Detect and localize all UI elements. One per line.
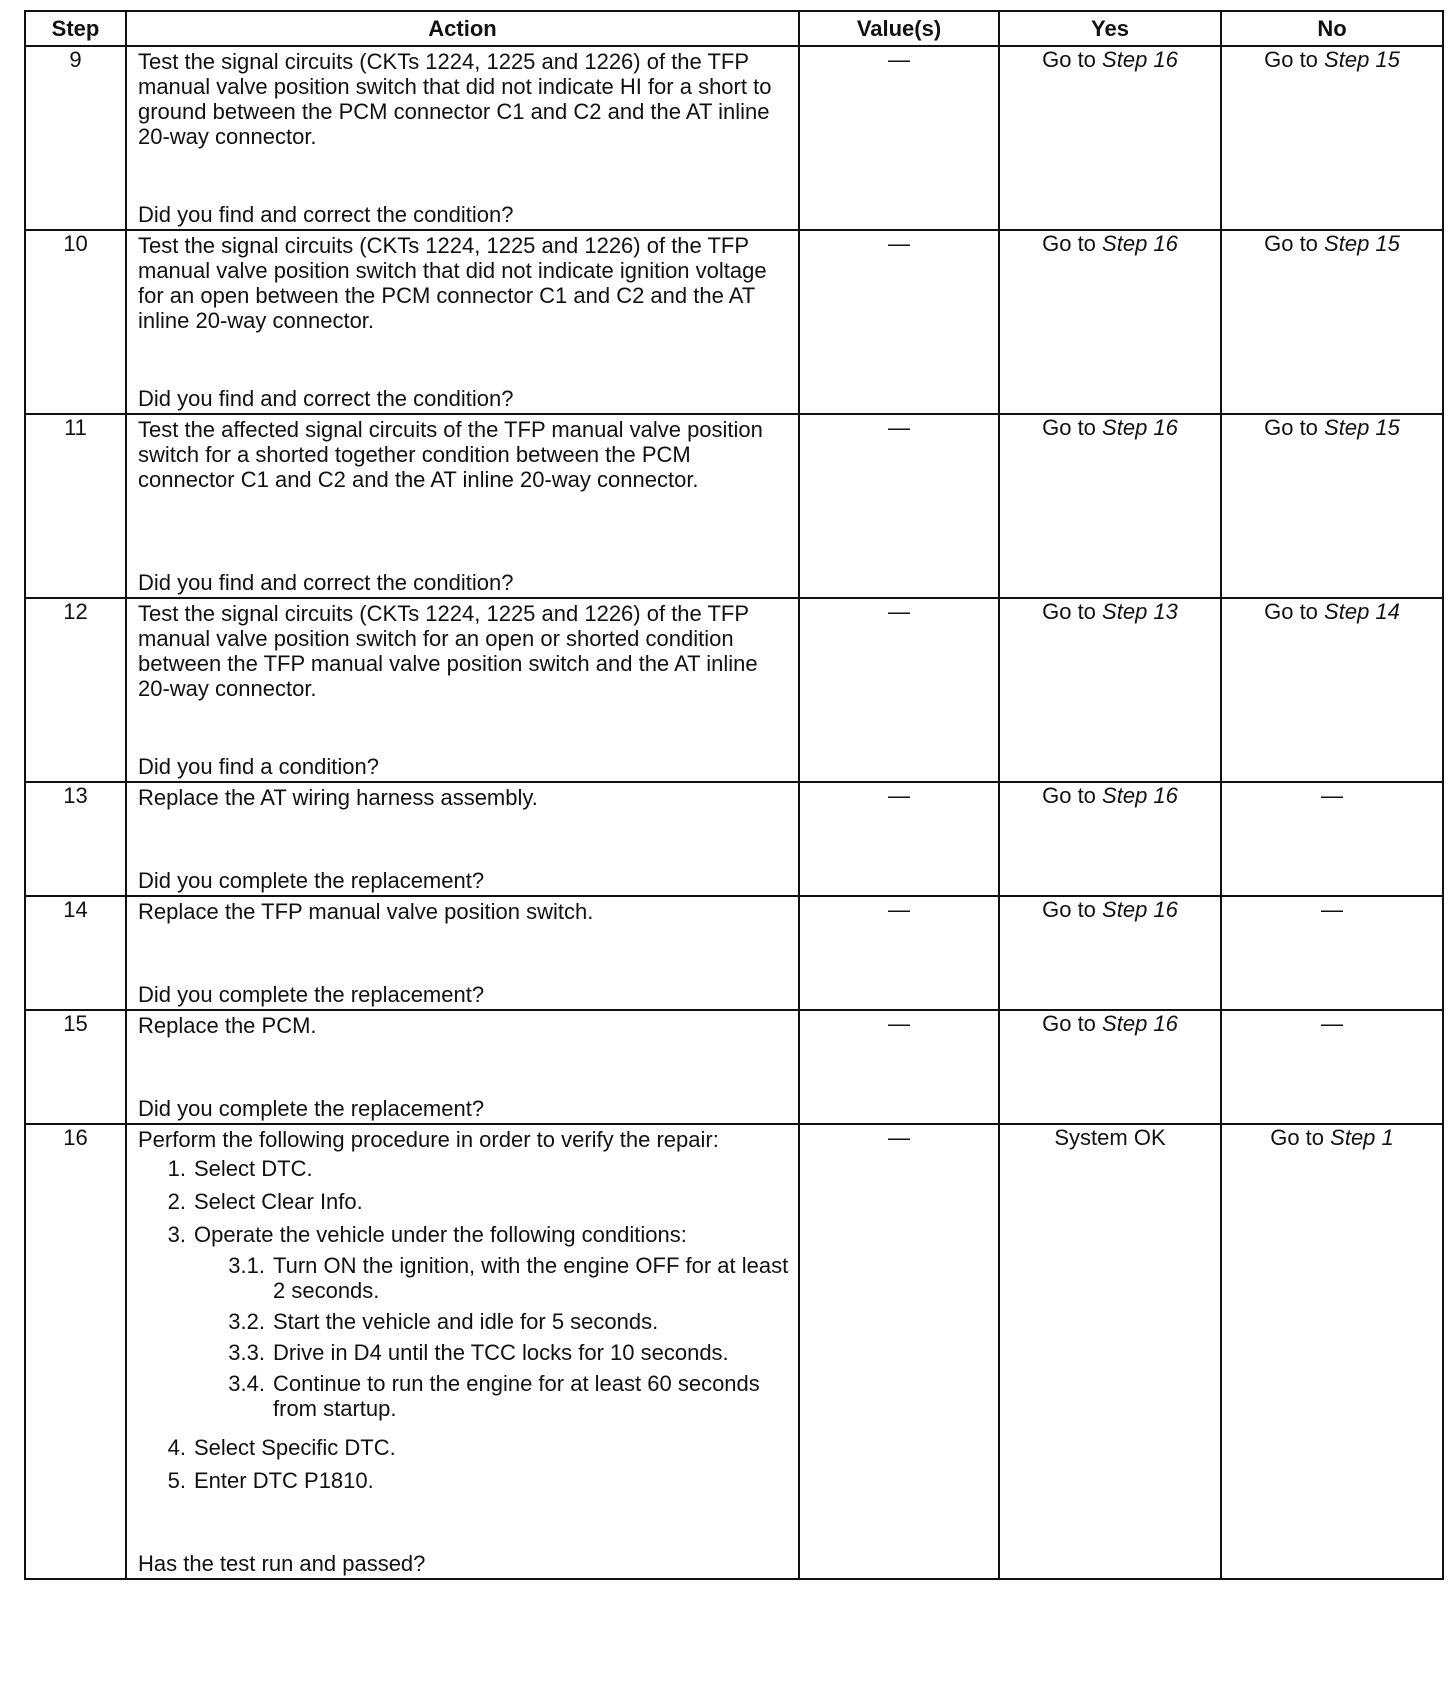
step-number: 13 [25, 782, 126, 896]
action-text: Replace the AT wiring harness assembly. [138, 785, 538, 810]
sub-list-item [194, 1371, 790, 1421]
action-question: Did you complete the replacement? [138, 1096, 485, 1121]
value-cell: — [799, 598, 999, 782]
action-question: Did you complete the replacement? [138, 982, 485, 1007]
sub-list-item [194, 1253, 790, 1303]
go-to-label: Go to [1042, 897, 1096, 922]
sub-item-number: 3.1. [228, 1253, 265, 1278]
yes-step-link[interactable]: Step 16 [1102, 1011, 1178, 1036]
action-cell [126, 1010, 799, 1124]
action-text: Test the affected signal circuits of the TFP manual valve position switch for a shorted together condition between the PCM connector C1 and C2 and the AT inline 20-way connector. [138, 417, 763, 492]
step-number: 11 [25, 414, 126, 598]
no-step-link[interactable]: Step 15 [1324, 231, 1400, 256]
list-item [138, 1468, 790, 1493]
header-no: No [1221, 11, 1443, 46]
action-question: Did you find and correct the condition? [138, 386, 514, 411]
action-text: Test the signal circuits (CKTs 1224, 1225 and 1226) of the TFP manual valve position switch for an open or shorted condition between the TFP manual valve position switch and the AT inline 20-way connector. [138, 601, 758, 701]
table-row [25, 896, 1443, 1010]
go-to-label: Go to [1042, 231, 1096, 256]
step-number: 10 [25, 230, 126, 414]
go-to-label: Go to [1042, 415, 1096, 440]
sub-item-text: Continue to run the engine for at least 60 seconds from startup. [273, 1371, 760, 1421]
yes-cell [999, 896, 1221, 1010]
sub-item-text: Start the vehicle and idle for 5 seconds. [273, 1309, 659, 1334]
sub-item-number: 3.2. [228, 1309, 265, 1334]
item-text: Operate the vehicle under the following conditions: [194, 1222, 687, 1247]
no-cell [1221, 46, 1443, 230]
value-cell: — [799, 896, 999, 1010]
sub-item-number: 3.3. [228, 1340, 265, 1365]
action-text: Replace the TFP manual valve position switch. [138, 899, 594, 924]
procedure-list [138, 1156, 790, 1493]
item-number: 1. [167, 1156, 186, 1181]
step-number: 14 [25, 896, 126, 1010]
item-number: 4. [167, 1435, 186, 1460]
action-question: Did you find and correct the condition? [138, 202, 514, 227]
item-number: 2. [167, 1189, 186, 1214]
step-number: 12 [25, 598, 126, 782]
yes-step-link[interactable]: Step 13 [1102, 599, 1178, 624]
procedure-intro: Perform the following procedure in order to verify the repair: [138, 1127, 719, 1152]
action-cell [126, 46, 799, 230]
go-to-label: Go to [1042, 47, 1096, 72]
table-row [25, 1124, 1443, 1579]
go-to-label: Go to [1264, 599, 1318, 624]
yes-cell: System OK [999, 1124, 1221, 1579]
action-cell [126, 598, 799, 782]
sub-list-item [194, 1340, 790, 1365]
no-cell [1221, 598, 1443, 782]
list-item [138, 1189, 790, 1214]
table-row [25, 782, 1443, 896]
sub-item-text: Drive in D4 until the TCC locks for 10 seconds. [273, 1340, 729, 1365]
step-number: 15 [25, 1010, 126, 1124]
diagnostic-table [24, 10, 1444, 1580]
value-cell: — [799, 414, 999, 598]
list-item [138, 1222, 790, 1427]
header-step: Step [25, 11, 126, 46]
action-text: Replace the PCM. [138, 1013, 317, 1038]
action-cell [126, 896, 799, 1010]
action-cell [126, 414, 799, 598]
no-cell: — [1221, 1010, 1443, 1124]
yes-step-link[interactable]: Step 16 [1102, 47, 1178, 72]
item-text: Select Specific DTC. [194, 1435, 396, 1460]
no-cell: — [1221, 782, 1443, 896]
action-question: Did you complete the replacement? [138, 868, 485, 893]
action-cell [126, 1124, 799, 1579]
go-to-label: Go to [1264, 47, 1318, 72]
no-cell [1221, 414, 1443, 598]
go-to-label: Go to [1264, 231, 1318, 256]
yes-step-link[interactable]: Step 16 [1102, 231, 1178, 256]
value-cell: — [799, 1124, 999, 1579]
action-text: Test the signal circuits (CKTs 1224, 1225 and 1226) of the TFP manual valve position switch that did not indicate HI for a short to ground between the PCM connector C1 and C2 and the AT inline 20-way connector. [138, 49, 772, 149]
step-number: 16 [25, 1124, 126, 1579]
table-row [25, 230, 1443, 414]
yes-step-link[interactable]: Step 16 [1102, 415, 1178, 440]
action-question: Did you find a condition? [138, 754, 379, 779]
go-to-label: Go to [1264, 415, 1318, 440]
table-row [25, 1010, 1443, 1124]
sub-item-text: Turn ON the ignition, with the engine OFF for at least 2 seconds. [273, 1253, 789, 1303]
item-text: Enter DTC P1810. [194, 1468, 374, 1493]
go-to-label: Go to [1270, 1125, 1325, 1150]
step-number: 9 [25, 46, 126, 230]
value-cell: — [799, 782, 999, 896]
value-cell: — [799, 46, 999, 230]
yes-cell [999, 46, 1221, 230]
header-yes: Yes [999, 11, 1221, 46]
go-to-label: Go to [1042, 599, 1096, 624]
table-row [25, 414, 1443, 598]
list-item [138, 1156, 790, 1181]
item-text: Select Clear Info. [194, 1189, 363, 1214]
table-row [25, 46, 1443, 230]
no-step-link[interactable]: Step 15 [1324, 415, 1400, 440]
value-cell: — [799, 230, 999, 414]
value-cell: — [799, 1010, 999, 1124]
go-to-label: Go to [1042, 783, 1096, 808]
go-to-label: Go to [1042, 1011, 1096, 1036]
header-action: Action [126, 11, 799, 46]
list-item [138, 1435, 790, 1460]
no-step-link[interactable]: Step 15 [1324, 47, 1400, 72]
yes-step-link[interactable]: Step 16 [1102, 783, 1178, 808]
no-cell: — [1221, 896, 1443, 1010]
yes-cell [999, 414, 1221, 598]
action-cell [126, 782, 799, 896]
no-step-link[interactable]: Step 14 [1324, 599, 1400, 624]
yes-step-link[interactable]: Step 16 [1102, 897, 1178, 922]
action-cell [126, 230, 799, 414]
yes-cell [999, 230, 1221, 414]
no-step-link[interactable]: Step 1 [1330, 1125, 1394, 1150]
item-number: 5. [167, 1468, 186, 1493]
header-row [25, 11, 1443, 46]
no-cell [1221, 230, 1443, 414]
sub-procedure-list [194, 1253, 790, 1421]
yes-cell [999, 782, 1221, 896]
yes-cell [999, 1010, 1221, 1124]
action-question: Did you find and correct the condition? [138, 570, 514, 595]
action-question: Has the test run and passed? [138, 1551, 426, 1576]
item-number: 3. [167, 1222, 186, 1247]
item-text: Select DTC. [194, 1156, 313, 1181]
header-values: Value(s) [799, 11, 999, 46]
table-row [25, 598, 1443, 782]
no-cell [1221, 1124, 1443, 1579]
sub-item-number: 3.4. [228, 1371, 265, 1396]
sub-list-item [194, 1309, 790, 1334]
yes-cell [999, 598, 1221, 782]
action-text: Test the signal circuits (CKTs 1224, 1225 and 1226) of the TFP manual valve position switch that did not indicate ignition voltage for an open between the PCM connector C1 and C2 and the AT inline 20-way connector. [138, 233, 767, 333]
